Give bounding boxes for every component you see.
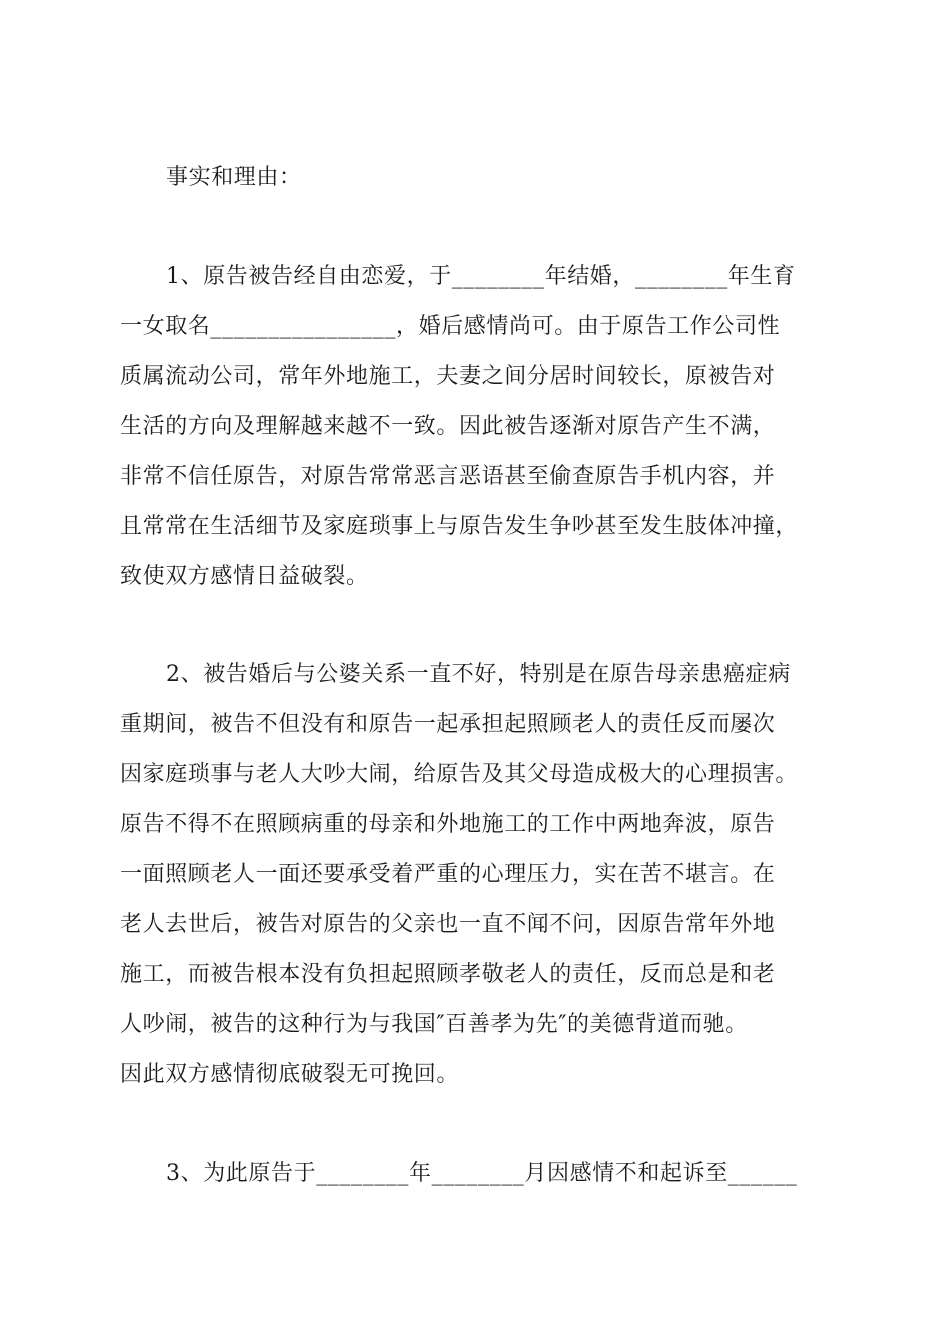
paragraph-1-line-7: 致使双方感情日益破裂。: [120, 564, 369, 589]
paragraph-2-line-1: 2、被告婚后与公婆关系一直不好，特别是在原告母亲患癌症病: [166, 662, 791, 687]
paragraph-1-line-6: 且常常在生活细节及家庭琐事上与原告发生争吵甚至发生肢体冲撞，: [120, 514, 799, 539]
paragraph-1-line-5: 非常不信任原告，对原告常常恶言恶语甚至偷查原告手机内容，并: [120, 464, 776, 489]
section-heading: 事实和理由：: [166, 165, 302, 190]
paragraph-2-line-5: 一面照顾老人一面还要承受着严重的心理压力，实在苦不堪言。在: [120, 862, 776, 887]
paragraph-2-line-9: 因此双方感情彻底破裂无可挽回。: [120, 1062, 460, 1087]
paragraph-1-line-4: 生活的方向及理解越来越不一致。因此被告逐渐对原告产生不满，: [120, 414, 776, 439]
paragraph-2-line-3: 因家庭琐事与老人大吵大闹，给原告及其父母造成极大的心理损害。: [120, 762, 799, 787]
paragraph-1-line-3: 质属流动公司，常年外地施工，夫妻之间分居时间较长，原被告对: [120, 364, 776, 389]
paragraph-1-line-2: 一女取名________________，婚后感情尚可。由于原告工作公司性: [120, 314, 781, 339]
paragraph-2-line-2: 重期间，被告不但没有和原告一起承担起照顾老人的责任反而屡次: [120, 712, 776, 737]
paragraph-2-line-6: 老人去世后，被告对原告的父亲也一直不闻不问，因原告常年外地: [120, 912, 776, 937]
paragraph-2-line-8: 人吵闹，被告的这种行为与我国″百善孝为先″的美德背道而驰。: [120, 1012, 748, 1037]
paragraph-1-line-1: 1、原告被告经自由恋爱，于________年结婚，________年生育: [166, 264, 796, 289]
paragraph-2-line-7: 施工，而被告根本没有负担起照顾孝敬老人的责任，反而总是和老: [120, 962, 776, 987]
paragraph-2-line-4: 原告不得不在照顾病重的母亲和外地施工的工作中两地奔波，原告: [120, 812, 776, 837]
paragraph-3-line-1: 3、为此原告于________年________月因感情不和起诉至______: [166, 1161, 798, 1186]
